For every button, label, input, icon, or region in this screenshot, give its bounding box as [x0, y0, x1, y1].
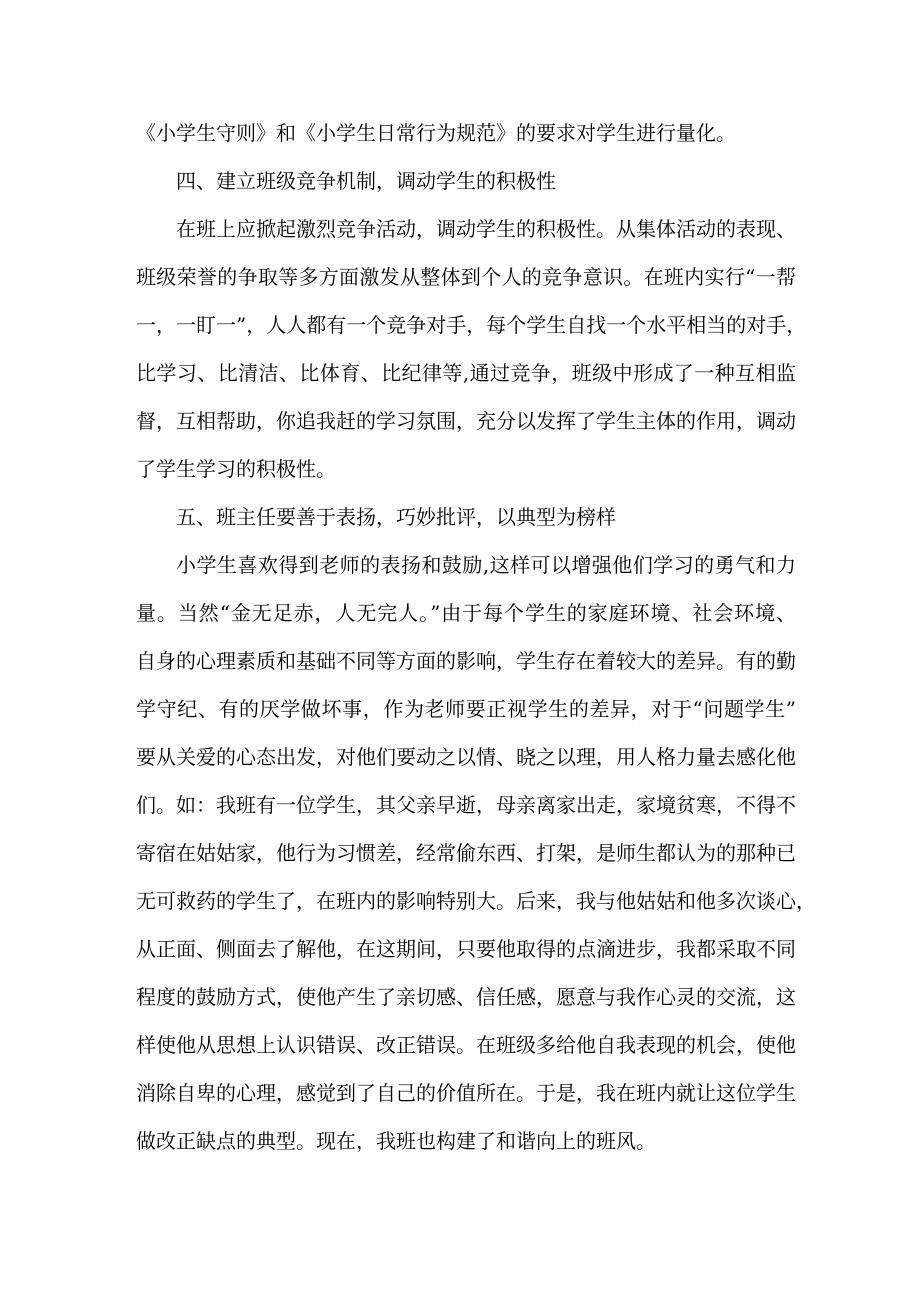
paragraph-line: 比学习、比清洁、比体育、比纪律等,通过竞争，班级中形成了一种互相监 — [136, 361, 796, 385]
paragraph-line: 督，互相帮助，你追我赶的学习氛围，充分以发挥了学生主体的作用，调动 — [136, 409, 796, 433]
paragraph-line: 无可救药的学生了，在班内的影响特别大。后来，我与他姑姑和他多次谈心， — [136, 889, 816, 913]
paragraph-line: 班级荣誉的争取等多方面激发从整体到个人的竞争意识。在班内实行“一帮 — [136, 265, 796, 289]
paragraph-line: 一，一盯一”，人人都有一个竞争对手，每个学生自找一个水平相当的对手， — [136, 313, 807, 337]
paragraph-continuation-line: 《小学生守则》和《小学生日常行为规范》的要求对学生进行量化。 — [136, 121, 736, 145]
paragraph-line: 样使他从思想上认识错误、改正错误。在班级多给他自我表现的机会，使他 — [136, 1033, 796, 1057]
paragraph-last-line: 了学生学习的积极性。 — [136, 457, 336, 481]
paragraph-line: 消除自卑的心理，感觉到了自己的价值所在。于是，我在班内就让这位学生 — [136, 1081, 796, 1105]
paragraph-line: 学守纪、有的厌学做坏事，作为老师要正视学生的差异，对于“问题学生” — [136, 697, 796, 721]
paragraph-line: 寄宿在姑姑家，他行为习惯差，经常偷东西、打架，是师生都认为的那种已 — [136, 841, 796, 865]
paragraph-line: 要从关爱的心态出发，对他们要动之以情、晓之以理，用人格力量去感化他 — [136, 745, 796, 769]
section-heading-5: 五、班主任要善于表扬，巧妙批评，以典型为榜样 — [176, 505, 616, 529]
paragraph-line: 程度的鼓励方式，使他产生了亲切感、信任感，愿意与我作心灵的交流，这 — [136, 985, 796, 1009]
paragraph-last-line: 做改正缺点的典型。现在，我班也构建了和谐向上的班风。 — [136, 1129, 656, 1153]
section-heading-4: 四、建立班级竞争机制，调动学生的积极性 — [176, 169, 556, 193]
paragraph-line: 自身的心理素质和基础不同等方面的影响，学生存在着较大的差异。有的勤 — [136, 649, 796, 673]
paragraph-line: 们。如：我班有一位学生，其父亲早逝，母亲离家出走，家境贫寒，不得不 — [136, 793, 796, 817]
paragraph-line: 小学生喜欢得到老师的表扬和鼓励,这样可以增强他们学习的勇气和力 — [176, 553, 796, 577]
paragraph-line: 在班上应掀起激烈竞争活动，调动学生的积极性。从集体活动的表现、 — [176, 217, 796, 241]
paragraph-line: 量。当然“金无足赤，人无完人。”由于每个学生的家庭环境、社会环境、 — [136, 601, 796, 625]
paragraph-line: 从正面、侧面去了解他，在这期间，只要他取得的点滴进步，我都采取不同 — [136, 937, 796, 961]
